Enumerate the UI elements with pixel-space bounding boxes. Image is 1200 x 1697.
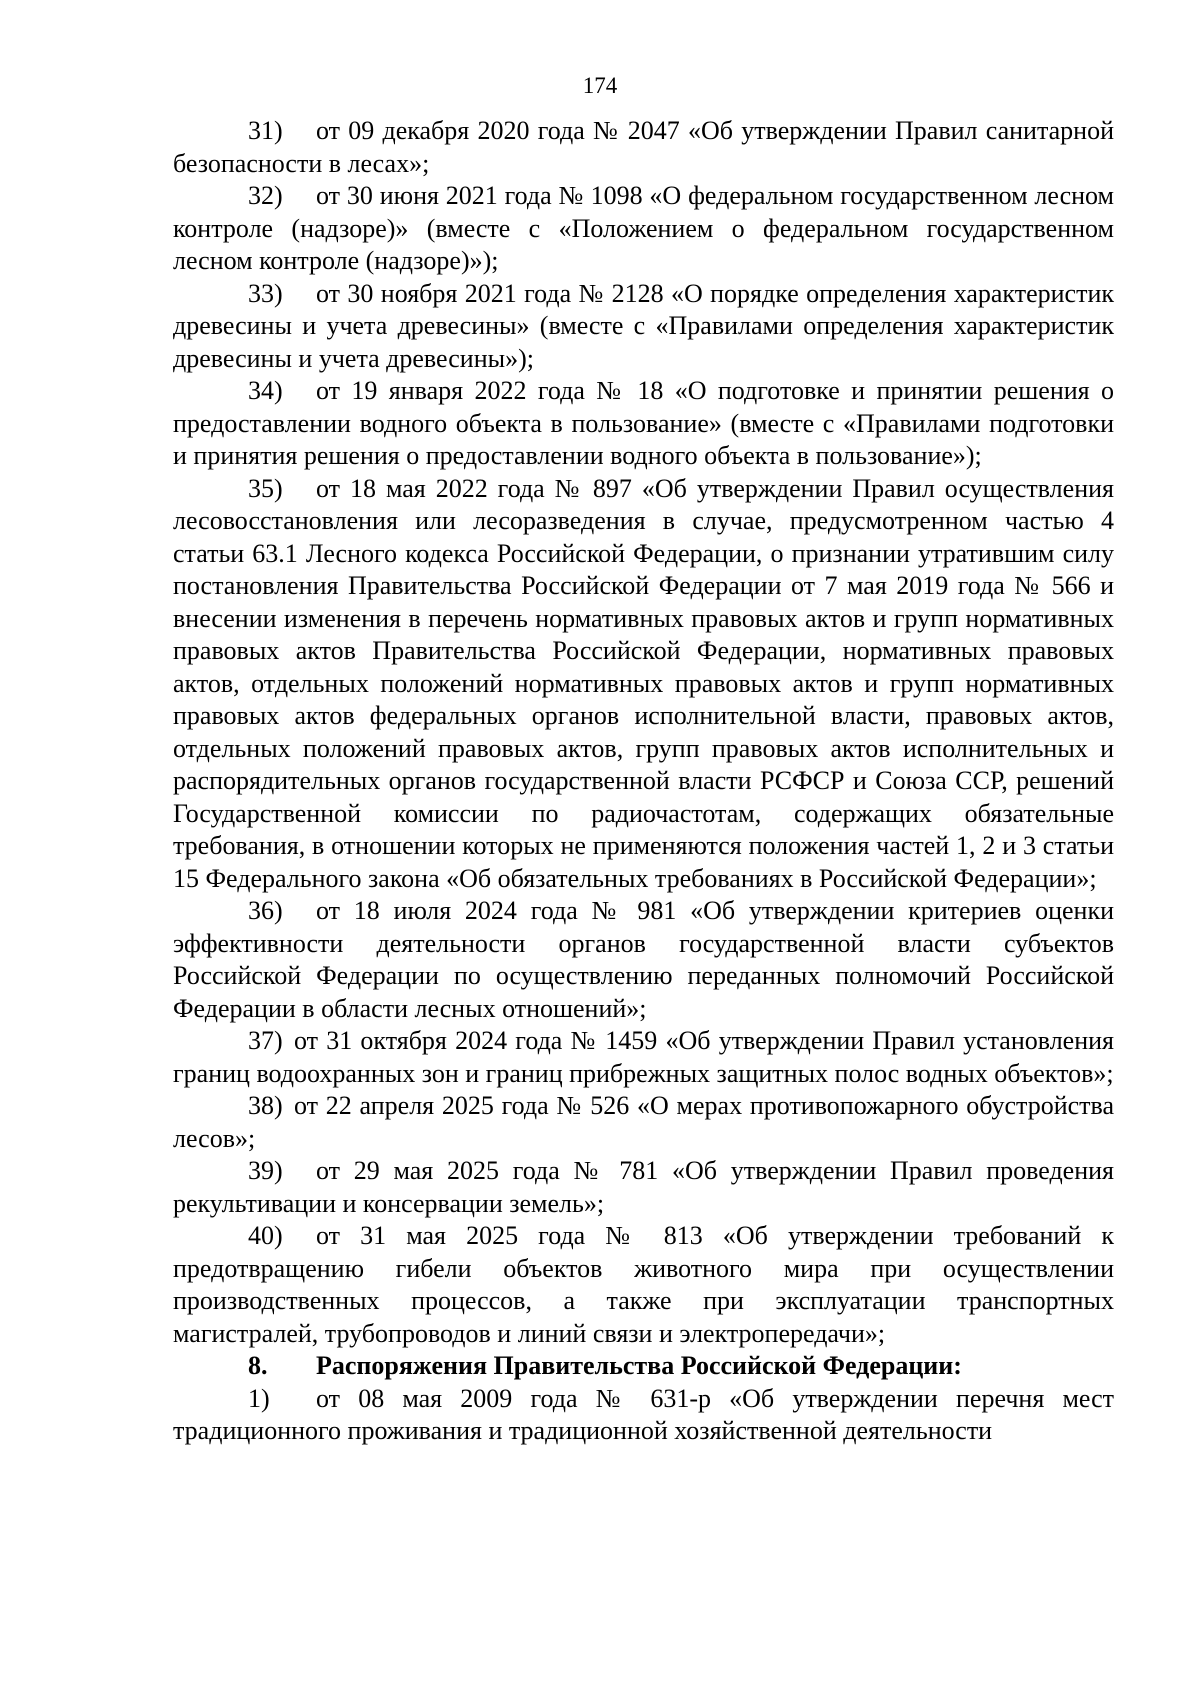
item-text: от 30 ноября 2021 года № 2128 «О порядке определения характеристик древесины и учета древесины» (вместе с «Правилами определения характеристик древесины и учета древесины»); xyxy=(173,278,1114,373)
list-item-35 xyxy=(173,473,1114,896)
item-text: от 18 июля 2024 года № 981 «Об утверждении критериев оценки эффективности деятельности органов государственной власти субъектов Российской Федерации по осуществлению переданных полномочий Российской Федерации в области лесных отношений»; xyxy=(173,896,1114,1023)
item-number: 1) xyxy=(248,1383,270,1413)
item-number: 38) xyxy=(248,1091,283,1120)
item-number: 31) xyxy=(248,116,283,145)
item-number: 33) xyxy=(248,278,283,308)
item-text: от 31 мая 2025 года № 813 «Об утверждении требований к предотвращению гибели объектов животного мира при осуществлении производственных процессов, а также при эксплуатации транспортных магистралей, трубопроводов и линий связи и электропередачи»; xyxy=(173,1221,1114,1348)
section-list-item-1 xyxy=(173,1383,1114,1448)
item-number: 32) xyxy=(248,181,283,210)
item-text: от 22 апреля 2025 года № 526 «О мерах противопожарного обустройства лесов»; xyxy=(173,1091,1114,1153)
list-item-33 xyxy=(173,278,1114,376)
list-item-37 xyxy=(173,1025,1114,1090)
item-number: 36) xyxy=(248,896,283,925)
item-number: 37) xyxy=(248,1026,283,1055)
item-number: 40) xyxy=(248,1221,283,1250)
list-item-32 xyxy=(173,180,1114,278)
item-text: от 08 мая 2009 года № 631-р «Об утверждении перечня мест традиционного проживания и традиционной хозяйственной деятельности xyxy=(173,1383,1114,1445)
item-text: от 09 декабря 2020 года № 2047 «Об утверждении Правил санитарной безопасности в лесах»; xyxy=(173,116,1114,178)
list-item-38 xyxy=(173,1090,1114,1155)
item-number: 34) xyxy=(248,376,283,405)
item-text: от 19 января 2022 года № 18 «О подготовке и принятии решения о предоставлении водного объекта в пользование» (вместе с «Правилами подготовки и принятия решения о предоставлении водного объекта в пользование»); xyxy=(173,376,1114,470)
section-title: Распоряжения Правительства Российской Федерации: xyxy=(316,1351,962,1380)
list-item-39 xyxy=(173,1155,1114,1220)
section-heading xyxy=(173,1350,1114,1383)
list-item-36 xyxy=(173,895,1114,1025)
item-number: 35) xyxy=(248,473,283,503)
list-item-31 xyxy=(173,115,1114,180)
section-number: 8. xyxy=(248,1351,268,1380)
item-text: от 31 октября 2024 года № 1459 «Об утверждении Правил установления границ водоохранных зон и границ прибрежных защитных полос водных объектов»; xyxy=(173,1026,1114,1088)
item-text: от 18 мая 2022 года № 897 «Об утверждении Правил осуществления лесовосстановления или лесоразведения в случае, предусмотренном частью 4 статьи 63.1 Лесного кодекса Российской Федерации, о признании утратившим силу постановления Правительства Российской Федерации от 7 мая 2019 года № 566 и внесении изменения в перечень нормативных правовых актов и групп нормативных правовых актов Правительства Российской Федерации, нормативных правовых актов, отдельных положений нормативных правовых актов и групп нормативных правовых актов федеральных органов исполнительной власти, правовых актов, отдельных положений правовых актов, групп правовых актов исполнительных и распорядительных органов государственной власти РСФСР и Союза ССР, решений Государственной комиссии по радиочастотам, содержащих обязательные требования, в отношении которых не применяются положения частей 1, 2 и 3 статьи 15 Федерального закона «Об обязательных требованиях в Российской Федерации»; xyxy=(173,473,1114,893)
item-text: от 29 мая 2025 года № 781 «Об утверждении Правил проведения рекультивации и консервации земель»; xyxy=(173,1156,1114,1218)
item-number: 39) xyxy=(248,1156,283,1185)
list-item-34 xyxy=(173,375,1114,473)
list-item-40 xyxy=(173,1220,1114,1350)
item-text: от 30 июня 2021 года № 1098 «О федеральном государственном лесном контроле (надзоре)» (вместе с «Положением о федеральном государственном лесном контроле (надзоре)»); xyxy=(173,181,1114,275)
page-number: 174 xyxy=(582,73,618,98)
document-body xyxy=(173,115,1114,1448)
